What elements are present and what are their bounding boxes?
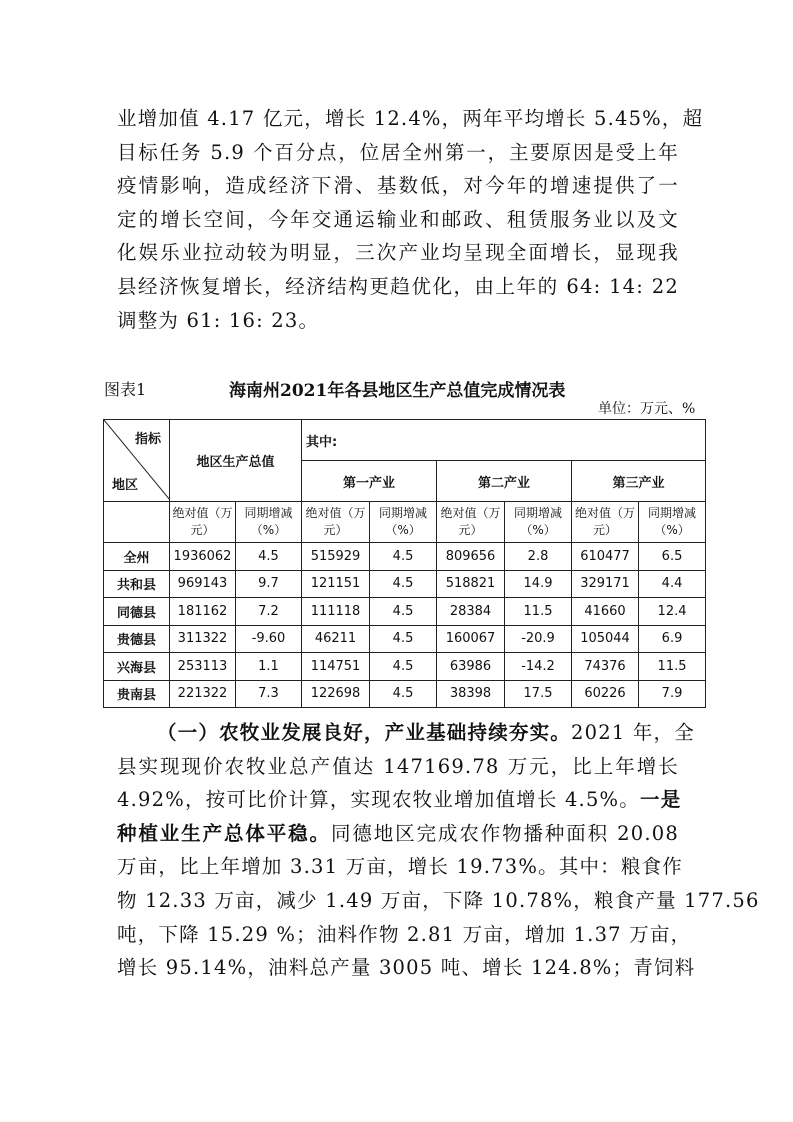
gdp-table: [103, 419, 706, 708]
table-row: [104, 543, 706, 571]
text-line: 化娱乐业拉动较为明显，三次产业均呈现全面增长，显现我: [117, 241, 679, 265]
text-line: 县经济恢复增长，经济结构更趋优化，由上年的 64: 14: 22: [117, 274, 679, 298]
table-row: [104, 653, 706, 681]
text-line: [117, 783, 682, 817]
table-cell: 6.9: [639, 625, 706, 653]
table-cell: 4.5: [370, 625, 437, 653]
text-line: 吨，下降 15.29 %；油料作物 2.81 万亩，增加 1.37 万亩，: [117, 922, 692, 946]
table-cell: 12.4: [639, 598, 706, 626]
table-cell: 181162: [170, 598, 236, 626]
table-cell: 121151: [302, 570, 370, 598]
table-cell: 1.1: [236, 653, 302, 681]
paragraph-gdp-summary: [117, 102, 704, 337]
unit-note: 单位：万元、%: [598, 401, 696, 417]
table-cell: 63986: [437, 653, 505, 681]
text-line: 增长 95.14%，油料总产量 3005 吨、增长 124.8%；青饲料: [117, 956, 696, 980]
table-cell: 1936062: [170, 543, 236, 571]
table-cell: 105044: [572, 625, 639, 653]
sub-header: 同期增减（%）: [505, 502, 572, 543]
table-cell: 7.2: [236, 598, 302, 626]
text-span: 4.92%，按可比价计算，实现农牧业增加值增长 4.5%。: [117, 788, 640, 812]
table-row: [104, 625, 706, 653]
table-cell: 4.5: [370, 653, 437, 681]
section-heading: （一）农牧业发展良好，产业基础持续夯实。: [157, 721, 572, 744]
sub-header: 绝对值（万元）: [302, 502, 370, 543]
text-line: 定的增长空间，今年交通运输业和邮政、租赁服务业以及文: [117, 207, 679, 231]
corner-region-label: 地区: [112, 478, 139, 493]
sub-header: 绝对值（万元）: [437, 502, 505, 543]
sub-header: 绝对值（万元）: [572, 502, 639, 543]
table-cell: 610477: [572, 543, 639, 571]
table-cell: 41660: [572, 598, 639, 626]
text-line: 目标任务 5.9 个百分点，位居全州第一，主要原因是受上年: [117, 140, 679, 164]
table-cell: -20.9: [505, 625, 572, 653]
table-cell: 329171: [572, 570, 639, 598]
table-cell: 7.9: [639, 680, 706, 708]
table-cell: 4.4: [639, 570, 706, 598]
text-line: 县实现现价农牧业总产值达 147169.78 万元，比上年增长: [117, 754, 679, 778]
table-cell: 221322: [170, 680, 236, 708]
table-cell: 515929: [302, 543, 370, 571]
table-cell: -9.60: [236, 625, 302, 653]
text-span: 同德地区完成农作物播种面积 20.08: [330, 821, 679, 845]
table-cell: -14.2: [505, 653, 572, 681]
table-cell: 74376: [572, 653, 639, 681]
text-line: [117, 817, 679, 851]
table-row: [104, 570, 706, 598]
region-name: 贵南县: [104, 680, 170, 708]
table-cell: 253113: [170, 653, 236, 681]
table-cell: 11.5: [639, 653, 706, 681]
table-cell: 11.5: [505, 598, 572, 626]
table-cell: 4.5: [370, 680, 437, 708]
table-cell: 311322: [170, 625, 236, 653]
region-name: 同德县: [104, 598, 170, 626]
table-cell: 4.5: [370, 543, 437, 571]
sub-header: 绝对值（万元）: [170, 502, 236, 543]
region-name: 贵德县: [104, 625, 170, 653]
table-cell: 17.5: [505, 680, 572, 708]
figure-label: 图表1: [104, 380, 147, 399]
sub-header: 同期增减（%）: [236, 502, 302, 543]
emphasis-text: 种植业生产总体平稳。: [117, 821, 331, 845]
of-which-header: 其中:: [302, 420, 706, 461]
secondary-industry-header: 第二产业: [437, 461, 572, 502]
table-cell: 4.5: [236, 543, 302, 571]
emphasis-text: 一是: [640, 788, 682, 812]
corner-indicator-label: 指标: [134, 432, 161, 447]
table-cell: 6.5: [639, 543, 706, 571]
region-name: 共和县: [104, 570, 170, 598]
header-corner-cell: [104, 420, 170, 502]
text-line: 调整为 61: 16: 23。: [117, 308, 320, 332]
region-name: 兴海县: [104, 653, 170, 681]
table-cell: 160067: [437, 625, 505, 653]
table-cell: 4.5: [370, 570, 437, 598]
sub-header: 同期增减（%）: [639, 502, 706, 543]
text-line: 物 12.33 万亩，减少 1.49 万亩，下降 10.78%，粮食产量 177.56: [117, 888, 760, 912]
table-cell: 2.8: [505, 543, 572, 571]
table-cell: 60226: [572, 680, 639, 708]
table-cell: 111118: [302, 598, 370, 626]
table-cell: 518821: [437, 570, 505, 598]
table-cell: 7.3: [236, 680, 302, 708]
table-row: [104, 598, 706, 626]
table-title: 海南州2021年各县地区生产总值完成情况表: [229, 381, 566, 401]
blank-cell: [104, 502, 170, 543]
region-name: 全州: [104, 543, 170, 571]
text-line: 疫情影响，造成经济下滑、基数低，对今年的增速提供了一: [117, 174, 679, 198]
table-cell: 122698: [302, 680, 370, 708]
table-cell: 46211: [302, 625, 370, 653]
table-cell: 4.5: [370, 598, 437, 626]
text-line: [117, 716, 695, 750]
table-cell: 114751: [302, 653, 370, 681]
table-cell: 809656: [437, 543, 505, 571]
sub-header: 同期增减（%）: [370, 502, 437, 543]
text-span: 2021 年，全: [571, 721, 695, 744]
table-cell: 38398: [437, 680, 505, 708]
primary-industry-header: 第一产业: [302, 461, 437, 502]
table-cell: 9.7: [236, 570, 302, 598]
table-cell: 969143: [170, 570, 236, 598]
table-row: [104, 680, 706, 708]
text-line: 业增加值 4.17 亿元，增长 12.4%，两年平均增长 5.45%，超: [117, 107, 704, 130]
paragraph-agriculture: [117, 716, 760, 985]
text-line: 万亩，比上年增加 3.31 万亩，增长 19.73%。其中：粮食作: [117, 855, 683, 879]
table-cell: 28384: [437, 598, 505, 626]
table-cell: 14.9: [505, 570, 572, 598]
gdp-header: 地区生产总值: [170, 420, 302, 502]
tertiary-industry-header: 第三产业: [572, 461, 706, 502]
